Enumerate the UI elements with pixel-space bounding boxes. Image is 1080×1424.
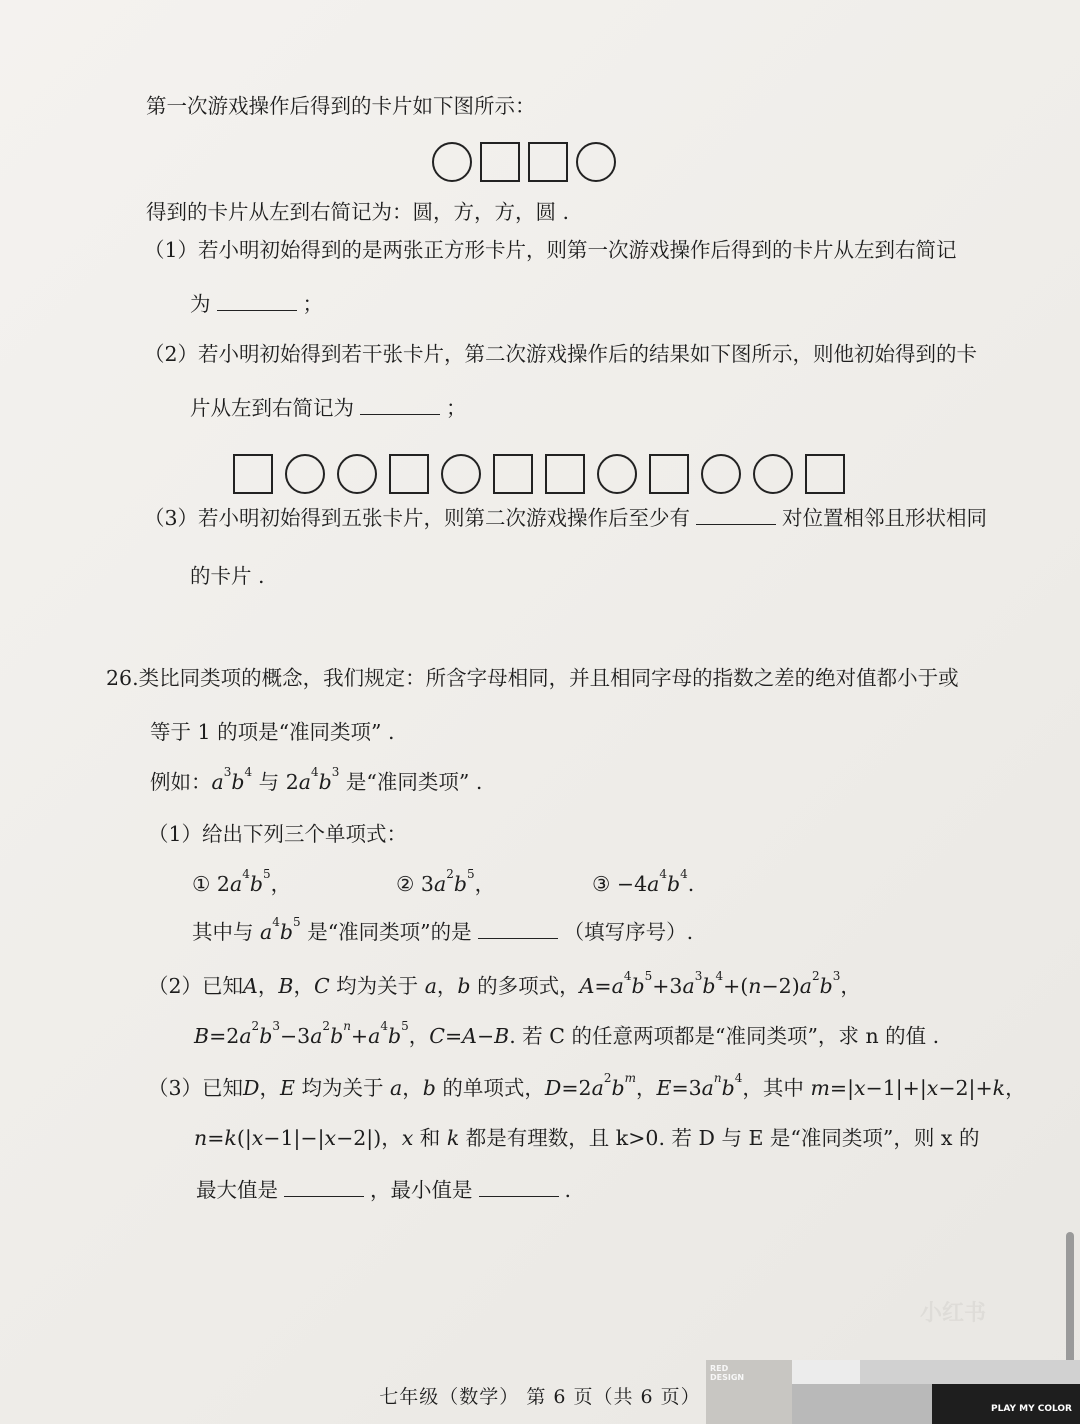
page-footer: 七年级（数学） 第 6 页（共 6 页） [379,1386,701,1408]
watermark-swatch-1 [706,1360,792,1424]
q26-2-text: （2）已知A，B，C 均为关于 a，b 的多项式，$A=a^4b^5+3a^3b^4+(n-2)a^2b^3$， [148,969,861,998]
q25-3-text [144,504,987,532]
option-label: ③ [592,872,611,896]
circle-card-5 [441,454,481,494]
answer-blank[interactable] [478,918,558,939]
q25-3-prefix: （3）若小明初始得到五张卡片，则第二次游戏操作后至少有 [144,506,691,530]
square-card-3 [528,142,568,182]
q26-2-mid: 均为关于 [336,974,419,998]
q26-2-tail: 若 C 的任意两项都是“准同类项”，求 n 的值 . [522,1024,940,1048]
q26-3-end: . [564,1178,572,1202]
q26-2-prefix: （2）已知 [148,974,244,998]
circle-card-2 [285,454,325,494]
xhs-watermark: 小红书 [920,1301,987,1326]
option-label: ② [396,872,415,896]
example-prefix: 例如： [150,770,212,794]
intro-text: 第一次游戏操作后得到的卡片如下图所示： [146,94,536,118]
answer-blank[interactable] [360,394,440,415]
q25-2-text: （2）若小明初始得到若干张卡片，第二次游戏操作后的结果如下图所示，则他初始得到的卡 [144,342,978,366]
q26-2-suffix: 的多项式， [477,974,580,998]
watermark-swatch-5 [932,1384,1080,1424]
square-card-12 [805,454,845,494]
q26-3-prefix: （3）已知 [148,1076,244,1100]
result-card-row [233,454,845,494]
watermark-swatch-4 [792,1384,932,1424]
q26-1-mid: 是“准同类项”的是 [307,920,472,944]
red-design-label: RED DESIGN [710,1364,745,1382]
square-card-9 [649,454,689,494]
q26-3-mid2: 的单项式， [442,1076,545,1100]
question-number: 26. [106,666,139,690]
q26-1-prefix: 其中与 [192,920,254,944]
max-label: 最大值是 [196,1178,278,1202]
q26-1-suffix: （填写序号）. [563,920,694,944]
circle-card-10 [701,454,741,494]
formula-A: $A=a^4b^5+3a^3b^4+(n-2)a^2b^3$， [579,969,861,998]
q25-3-suffix: 对位置相邻且形状相同 [782,506,988,530]
q26-3-tail: ，其中 [742,1076,804,1100]
q26-3-answer-line [196,1176,571,1204]
formula-D-E: $D=2a^2b^m$，$E=3a^nb^4$ [544,1071,743,1100]
q26-example [150,765,483,796]
q26-option-1: ① $2a^4b^5$， [192,867,292,896]
target-term: $a^4b^5$ [260,915,301,944]
circle-card-4 [576,142,616,182]
q25-1-prefix: 为 [190,292,211,316]
q26-3-line-2 [194,1124,980,1152]
example-term-2: $2a^4b^3$ [285,765,340,794]
scrollbar-thumb[interactable] [1066,1232,1074,1372]
square-card-1 [233,454,273,494]
option-label: ① [192,872,211,896]
circle-card-11 [753,454,793,494]
min-label: ，最小值是 [370,1178,473,1202]
square-card-7 [545,454,585,494]
q26-def-tail: 等于 1 的项是“准同类项” . [150,720,395,744]
circle-card-8 [597,454,637,494]
q26-3-mid: 均为关于 [301,1076,384,1100]
circle-card-3 [337,454,377,494]
q26-def-text: 类比同类项的概念，我们规定：所含字母相同，并且相同字母的指数之差的绝对值都小于或 [138,666,959,690]
watermark-swatch-3 [860,1360,1080,1384]
square-card-4 [389,454,429,494]
q25-2-answer-line [190,394,467,422]
square-card-2 [480,142,520,182]
q26-2-formula-line [194,1019,940,1050]
example-suffix: 是“准同类项” . [339,770,483,794]
play-my-color-label: PLAY MY COLOR [991,1404,1072,1414]
answer-blank-max[interactable] [284,1176,364,1197]
answer-blank[interactable] [696,504,776,525]
formula-m: m=|x−1|+|x−2|+k， [810,1076,1026,1100]
q25-1-text: （1）若小明初始得到的是两张正方形卡片，则第一次游戏操作后得到的卡片从左到右简记 [144,238,957,262]
answer-blank-min[interactable] [479,1176,559,1197]
q26-3-line-2-tail: 都是有理数，且 k>0. 若 D 与 E 是“准同类项”，则 x 的 [465,1126,980,1150]
q25-3-tail: 的卡片 . [190,564,265,588]
q25-1-answer-line [190,290,323,318]
circle-card-1 [432,142,472,182]
q26-1-answer-line [192,915,694,946]
answer-blank[interactable] [217,290,297,311]
example-card-row [432,142,616,182]
q26-1-text: （1）给出下列三个单项式： [148,822,408,846]
formula-B: $B=2a^2b^3-3a^2b^n+a^4b^5$，C=A−B. [194,1019,523,1048]
square-card-6 [493,454,533,494]
example-term-1: $a^3b^4$ [211,765,253,794]
q26-3-text: （3）已知D，E 均为关于 a，b 的单项式，$D=2a^2b^m$，$E=3a^nb^4$，其中 m=|x−1|+|x−2|+k， [148,1071,1026,1100]
abbrev-text: 得到的卡片从左到右简记为：圆，方，方，圆 . [146,200,570,224]
q25-2-prefix: 片从左到右简记为 [190,396,354,420]
q26-option-3: ③ $-4a^4b^4$. [592,867,695,896]
q25-1-suffix: ； [302,292,323,316]
q26-definition [106,664,959,692]
example-and: 与 [252,770,286,794]
formula-n: n=k(|x−1|−|x−2|)，x 和 k [194,1126,460,1150]
q26-option-2: ② $3a^2b^5$， [396,867,496,896]
q25-2-suffix: ； [446,396,467,420]
